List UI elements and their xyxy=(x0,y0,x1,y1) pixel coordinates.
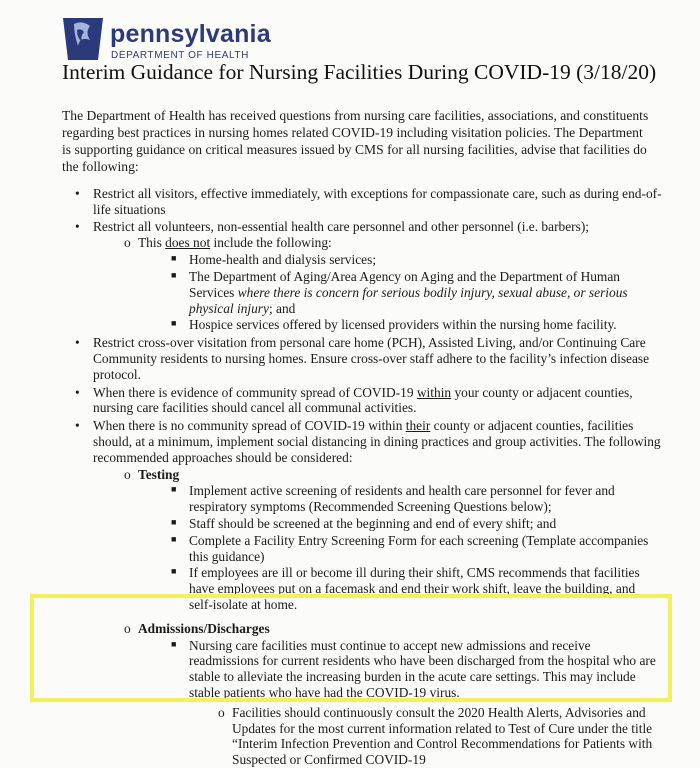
brand-name: pennsylvania xyxy=(110,20,271,48)
sub-sub-list-item: ■ Staff should be screened at the beginning and end of every shift; and xyxy=(171,515,557,531)
department-name: DEPARTMENT OF HEALTH xyxy=(111,50,249,61)
list-item: • Restrict cross-over visitation from personal care home (PCH), Assisted Living, and/or Continuing Care Community residents to nursing homes. Ensure cross-over staff adhere to the facility’s infection disease protocol. xyxy=(75,335,650,382)
page-title: Interim Guidance for Nursing Facilities During COVID-19 (3/18/20) xyxy=(62,60,657,84)
sub-list-item: o This does not include the following: xyxy=(124,235,332,251)
keystone-icon xyxy=(60,16,106,62)
sub-sub-list-item: ■ Nursing care facilities must continue to accept new admissions and receive readmissions for current residents who have been discharged from the hospital who are stable to alleviate the increasing burden in the acute care settings. This may include stable patients who have had the COVID-19 virus. xyxy=(171,637,656,700)
testing-heading: o Testing xyxy=(124,466,180,482)
sub-sub-list-item: ■ The Department of Aging/Area Agency on Aging and the Department of Human Services where there is concern for serious bodily injury, sexual abuse, or serious physical injury; and xyxy=(171,268,628,316)
pa-doh-logo xyxy=(60,16,271,64)
sub-sub-list-item: ■ Hospice services offered by licensed providers within the nursing home facility. xyxy=(171,317,617,333)
sub-sub-list-item: ■ If employees are ill or become ill during their shift, CMS recommends that facilities have employees put on a facemask and end their work shift, leave the building, and self-isolate at home. xyxy=(171,565,640,612)
list-item: • Restrict all visitors, effective immediately, with exceptions for compassionate care, such as during end-of-life situations xyxy=(75,186,662,217)
list-item: • When there is evidence of community spread of COVID-19 within your county or adjacent counties, nursing care facilities should cancel all communal activities. xyxy=(75,384,633,416)
sub-sub-list-item: ■ Implement active screening of residents and health care personnel for fever and respiratory symptoms (Recommended Screening Questions below); xyxy=(171,483,615,515)
admissions-heading: o Admissions/Discharges xyxy=(124,620,270,636)
intro-paragraph: The Department of Health has received questions from nursing care facilities, associations, and constituents regarding best practices in nursing homes related COVID-19 including visitation policies. The Department is supporting guidance on critical measures issued by CMS for all nursing facilities, advise that facilities do the following: xyxy=(62,108,649,174)
highlight-box xyxy=(30,594,672,702)
sub-sub-sub-list-item: o Facilities should continuously consult the 2020 Health Alerts, Advisories and Updates for the most current information related to Test of Cure under the title “Interim Infection Prevention and Control Recommendations for Patients with Suspected or Confirmed COVID-19 xyxy=(218,704,653,768)
list-item: • Restrict all volunteers, non-essential health care personnel and other personnel (i.e. barbers); xyxy=(75,218,590,234)
sub-sub-list-item: ■ Home-health and dialysis services; xyxy=(171,252,377,268)
list-item: • When there is no community spread of COVID-19 within their county or adjacent counties, facilities should, at a minimum, implement social distancing in dining practices and group activities. The following recommended approaches should be considered: xyxy=(75,418,661,465)
sub-sub-list-item: ■ Complete a Facility Entry Screening Form for each screening (Template accompanies this guidance) xyxy=(171,532,649,564)
